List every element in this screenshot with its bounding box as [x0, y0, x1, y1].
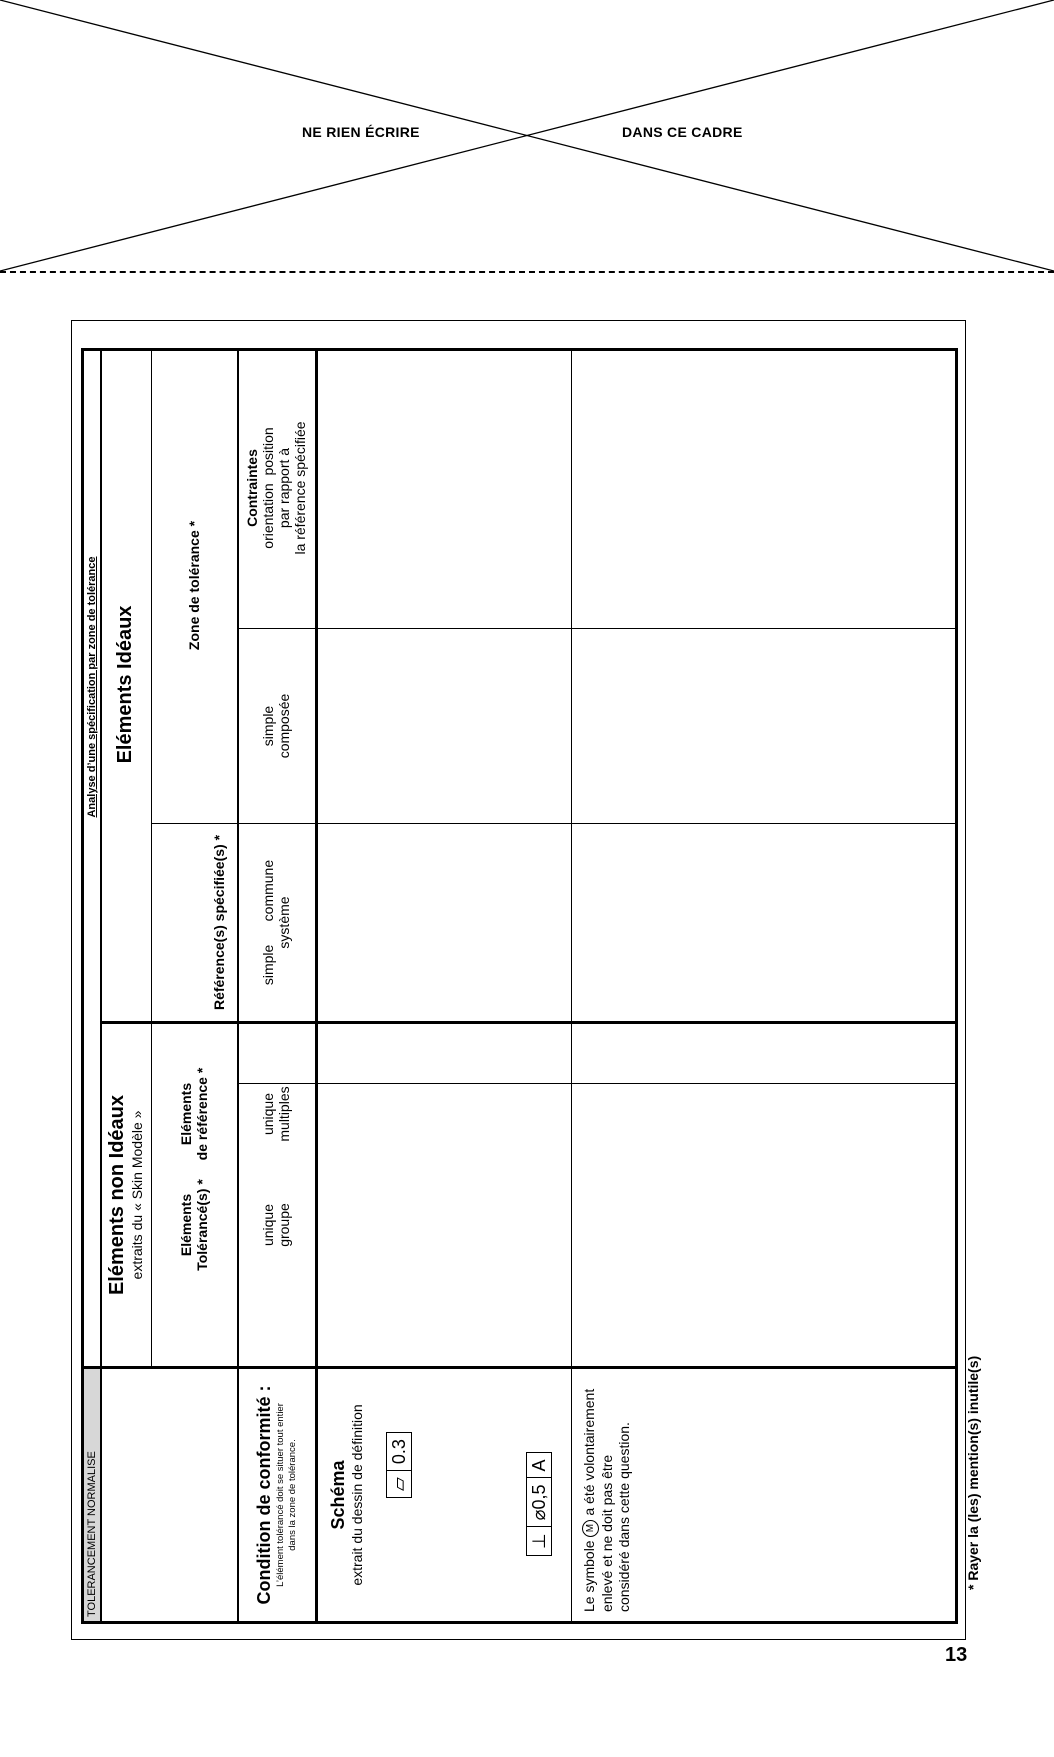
cut-line	[0, 271, 1054, 273]
condition-text-1: L’élément tolérancé doit se situer tout entier	[275, 1403, 287, 1587]
answer-contraintes-drawing[interactable]	[572, 351, 955, 628]
perpendicularity-icon: ⊥	[528, 1533, 549, 1549]
specification-table-wrapper	[81, 348, 958, 1624]
refspec-label: Référence(s) spécifiée(s) *	[210, 834, 227, 1011]
opt-ref-unique[interactable]: unique	[259, 1092, 276, 1136]
no-write-label-right: DANS CE CADRE	[622, 124, 743, 140]
opt-refspec-simple-commune[interactable]: simple commune	[259, 859, 276, 986]
note-mmc	[581, 1372, 634, 1612]
specification-table	[81, 348, 958, 1624]
opt-tol-unique[interactable]: unique	[259, 1203, 276, 1247]
schema-title: Schéma	[327, 1460, 348, 1530]
no-write-zone	[0, 0, 1054, 272]
note-part-1: Le symbole	[581, 1540, 597, 1612]
flatness-icon: ▱	[388, 1477, 409, 1491]
datum-ref: A	[527, 1453, 551, 1478]
note-part-4: considéré dans cette question.	[616, 1422, 633, 1612]
flatness-value: 0.3	[387, 1433, 411, 1471]
opt-refspec-systeme[interactable]: système	[276, 896, 292, 949]
answer-zone-drawing[interactable]	[572, 629, 955, 823]
opt-zone-simple[interactable]: simple	[259, 705, 276, 747]
note-part-3: enlevé et ne doit pas être	[598, 1454, 615, 1612]
schema-subtitle: extrait du dessin de définition	[348, 1404, 365, 1586]
perpendicularity-tolerance-frame	[526, 1452, 552, 1556]
answer-refspec-drawing[interactable]	[572, 824, 955, 1021]
zone-label: Zone de tolérance *	[185, 520, 202, 651]
answer-zone-schema[interactable]	[318, 629, 571, 823]
toleres-label-2: Tolérancé(s) *	[194, 1179, 210, 1271]
perpendicularity-value: ⌀0,5	[527, 1478, 551, 1527]
footnote: * Rayer la (les) mention(s) inutile(s)	[965, 1355, 981, 1590]
reference-label-1: Eléments	[177, 1082, 194, 1146]
opt-zone-composee[interactable]: composée	[276, 693, 292, 759]
condition-text-2: dans la zone de tolérance.	[286, 1439, 298, 1551]
note-part-2: a été volontairement	[581, 1388, 597, 1516]
opt-contraintes-orientation-position[interactable]: orientation position	[259, 427, 276, 549]
non-ideaux-title: Eléments non Idéaux	[106, 1094, 128, 1296]
non-ideaux-subtitle: extraits du « Skin Modèle »	[129, 1110, 145, 1280]
analyse-title: Analyse d’une spécification par zone de tolérance	[86, 556, 98, 818]
toleres-label-1: Eléments	[177, 1193, 194, 1257]
answer-non-ideaux-schema[interactable]	[318, 1024, 571, 1366]
answer-contraintes-schema[interactable]	[318, 351, 571, 628]
normalise-label: TOLERANCEMENT NORMALISE	[86, 1451, 98, 1617]
no-write-label-left: NE RIEN ÉCRIRE	[302, 124, 420, 140]
answer-non-ideaux-drawing[interactable]	[572, 1024, 955, 1366]
answer-refspec-schema[interactable]	[318, 824, 571, 1021]
opt-ref-multiples[interactable]: multiples	[276, 1086, 292, 1142]
ideaux-title: Eléments Idéaux	[114, 605, 136, 764]
flatness-tolerance-frame	[386, 1432, 412, 1498]
condition-title: Condition de conformité :	[254, 1385, 275, 1605]
page-number: 13	[945, 1644, 968, 1666]
cross-lines	[0, 0, 1054, 272]
footnote-wrapper	[965, 1070, 985, 1590]
reference-label-2: de référence *	[194, 1067, 210, 1161]
mmc-circle-icon: M	[582, 1520, 599, 1537]
contraintes-line-3: la référence spécifiée	[292, 421, 309, 555]
contraintes-line-2: par rapport à	[276, 447, 292, 529]
contraintes-title: Contraintes	[243, 449, 260, 527]
opt-tol-groupe[interactable]: groupe	[276, 1203, 292, 1247]
